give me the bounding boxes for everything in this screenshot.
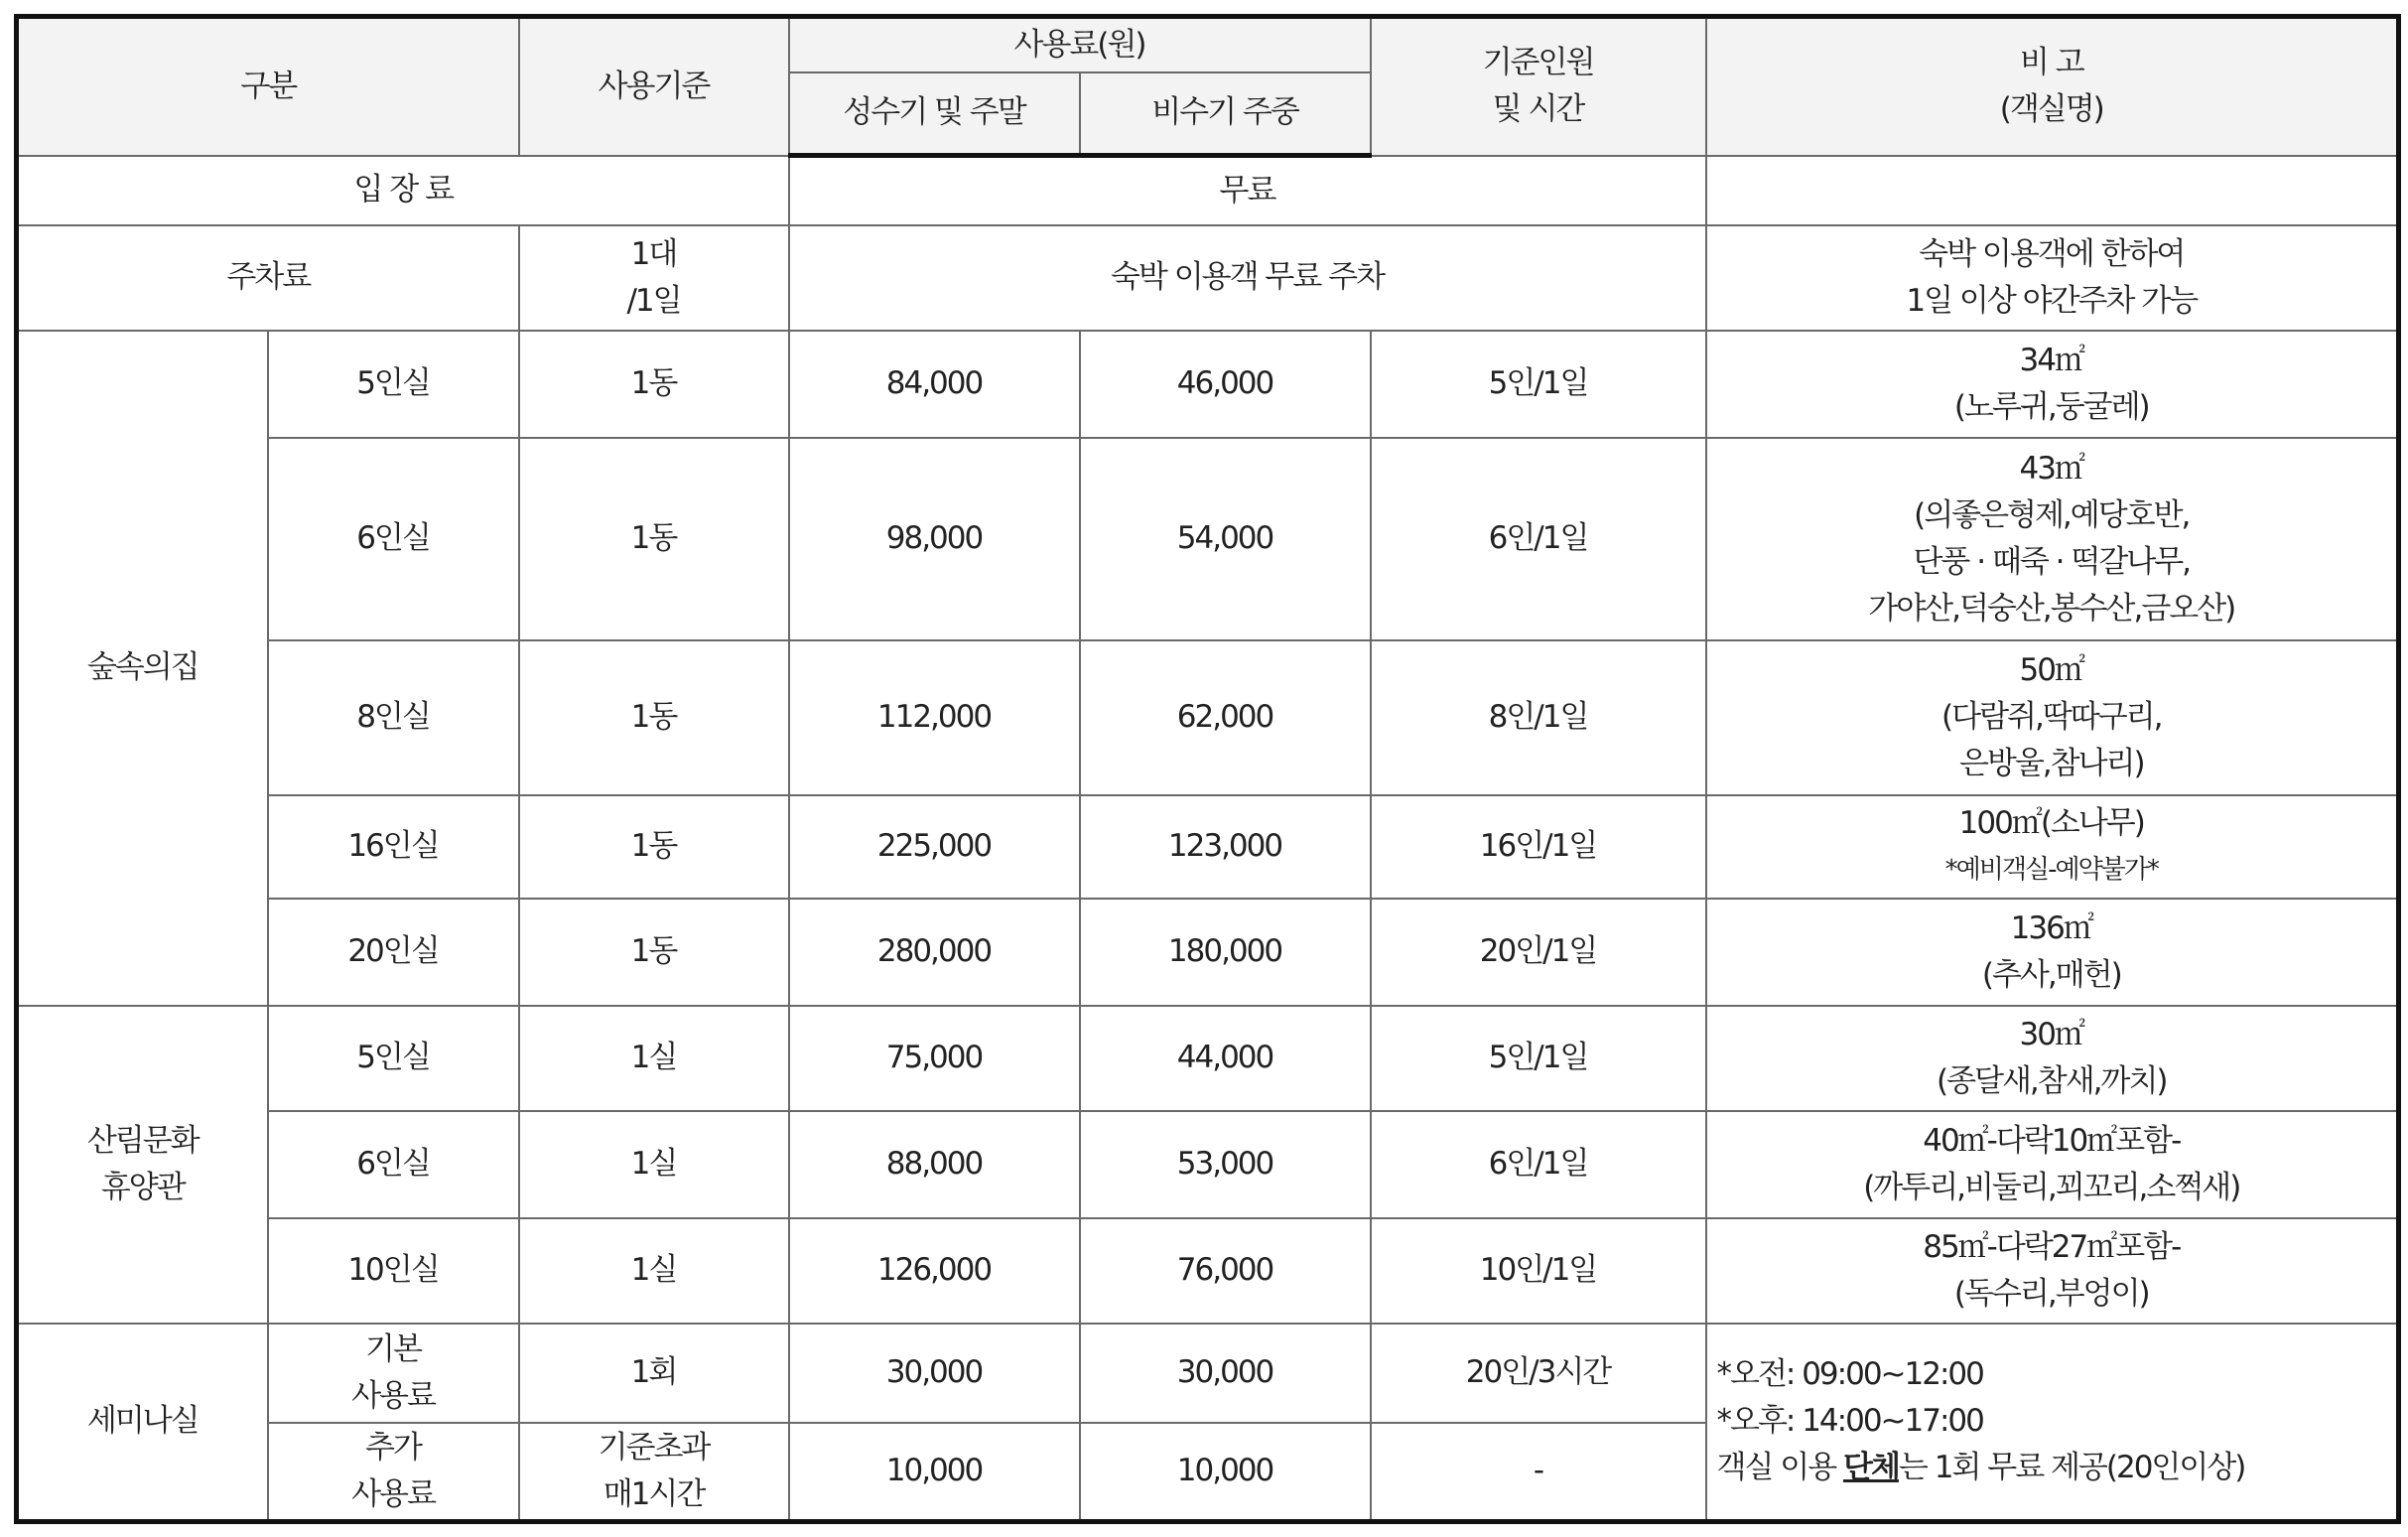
table-row xyxy=(17,1218,2399,1324)
usage-basis: 1동 xyxy=(519,795,789,899)
room-type: 6인실 xyxy=(268,1111,519,1218)
header-note xyxy=(1706,17,2399,156)
usage-basis: 1동 xyxy=(519,331,789,438)
capacity: 6인/1일 xyxy=(1371,438,1706,640)
parking-basis xyxy=(519,225,789,331)
note-line: 40㎡-다락10㎡포함- xyxy=(1923,1122,2181,1159)
offpeak-fee: 30,000 xyxy=(1080,1324,1371,1423)
parking-value: 숙박 이용객 무료 주차 xyxy=(789,225,1706,331)
note-line: 136㎡ xyxy=(2010,909,2092,946)
room-type-line1: 추가 xyxy=(365,1429,421,1466)
table-row xyxy=(17,1111,2399,1218)
usage-basis: 1실 xyxy=(519,1006,789,1111)
usage-basis: 1실 xyxy=(519,1111,789,1218)
header-note-line1: 비 고 xyxy=(2019,45,2083,81)
offpeak-fee: 44,000 xyxy=(1080,1006,1371,1111)
table-row xyxy=(17,640,2399,795)
group-forest: 숲속의집 xyxy=(17,331,268,1006)
parking-note-line2: 1일 이상 야간주차 가능 xyxy=(1906,282,2198,319)
offpeak-fee: 76,000 xyxy=(1080,1218,1371,1324)
room-type-line2: 사용료 xyxy=(351,1475,435,1512)
peak-fee: 225,000 xyxy=(789,795,1080,899)
offpeak-fee: 54,000 xyxy=(1080,438,1371,640)
usage-basis-line1: 기준초과 xyxy=(598,1429,710,1466)
group-culture-line2: 휴양관 xyxy=(100,1169,185,1205)
room-type: 5인실 xyxy=(268,331,519,438)
peak-fee: 280,000 xyxy=(789,899,1080,1006)
offpeak-fee: 10,000 xyxy=(1080,1423,1371,1522)
usage-basis-line2: 매1시간 xyxy=(602,1475,705,1512)
table-row xyxy=(17,438,2399,640)
note-line: 단풍 · 때죽 · 떡갈나무, xyxy=(1913,543,2191,580)
usage-basis: 1동 xyxy=(519,438,789,640)
header-fee: 사용료(원) xyxy=(789,17,1371,72)
table-row xyxy=(17,899,2399,1006)
room-type: 5인실 xyxy=(268,1006,519,1111)
note-line: 34㎡ xyxy=(2019,342,2083,378)
admission-row xyxy=(17,156,2399,225)
peak-fee: 88,000 xyxy=(789,1111,1080,1218)
note-line: (다람쥐,딱따구리, xyxy=(1941,699,2162,735)
offpeak-fee: 53,000 xyxy=(1080,1111,1371,1218)
reserve-room-note: *예비객실-예약불가* xyxy=(1944,854,2158,885)
capacity: 20인/3시간 xyxy=(1371,1324,1706,1423)
usage-basis: 1동 xyxy=(519,899,789,1006)
room-note xyxy=(1706,1111,2399,1218)
note-line: (노루귀,둥굴레) xyxy=(1953,388,2149,425)
usage-basis xyxy=(519,1423,789,1522)
note-line: 100㎡(소나무) xyxy=(1958,804,2144,841)
offpeak-fee: 62,000 xyxy=(1080,640,1371,795)
offpeak-fee: 46,000 xyxy=(1080,331,1371,438)
offpeak-fee: 180,000 xyxy=(1080,899,1371,1006)
group-seminar: 세미나실 xyxy=(17,1324,268,1522)
room-type-line2: 사용료 xyxy=(351,1377,435,1414)
note-line: 50㎡ xyxy=(2019,652,2083,688)
parking-label: 주차료 xyxy=(17,225,519,331)
room-type: 20인실 xyxy=(268,899,519,1006)
note-line: 43㎡ xyxy=(2019,450,2083,487)
note-line: (추사,매헌) xyxy=(1981,956,2121,993)
header-offpeak: 비수기 주중 xyxy=(1080,72,1371,156)
fee-table-container xyxy=(14,14,2396,1524)
usage-basis: 1동 xyxy=(519,640,789,795)
header-usage-basis: 사용기준 xyxy=(519,17,789,156)
header-gubun: 구분 xyxy=(17,17,519,156)
note-line: (까투리,비둘리,꾀꼬리,소쩍새) xyxy=(1863,1169,2240,1205)
note-line: (종달새,참새,까치) xyxy=(1937,1062,2167,1099)
note-line: 85㎡-다락27㎡포함- xyxy=(1923,1228,2181,1265)
room-note xyxy=(1706,1006,2399,1111)
room-type: 16인실 xyxy=(268,795,519,899)
usage-basis: 1실 xyxy=(519,1218,789,1324)
room-type: 6인실 xyxy=(268,438,519,640)
capacity: 20인/1일 xyxy=(1371,899,1706,1006)
seminar-note-free xyxy=(1717,1445,2391,1491)
room-note xyxy=(1706,331,2399,438)
capacity: 6인/1일 xyxy=(1371,1111,1706,1218)
note-line: 30㎡ xyxy=(2019,1016,2083,1052)
peak-fee: 112,000 xyxy=(789,640,1080,795)
parking-basis-line1: 1대 xyxy=(630,235,677,272)
seminar-note-pm: *오후: 14:00~17:00 xyxy=(1716,1403,1983,1440)
note-line: 은방울,참나리) xyxy=(1958,746,2144,781)
header-capacity-line1: 기준인원 xyxy=(1482,45,1594,81)
room-type xyxy=(268,1324,519,1423)
capacity: - xyxy=(1371,1423,1706,1522)
room-type xyxy=(268,1423,519,1522)
room-note xyxy=(1706,899,2399,1006)
table-row xyxy=(17,795,2399,899)
capacity: 5인/1일 xyxy=(1371,331,1706,438)
capacity: 16인/1일 xyxy=(1371,795,1706,899)
room-type: 10인실 xyxy=(268,1218,519,1324)
room-type-line1: 기본 xyxy=(365,1330,421,1367)
note-line: (독수리,부엉이) xyxy=(1953,1275,2149,1312)
usage-basis: 1회 xyxy=(519,1324,789,1423)
note-line: (의좋은형제,예당호반, xyxy=(1914,496,2190,533)
group-culture-line1: 산림문화 xyxy=(86,1122,199,1159)
peak-fee: 75,000 xyxy=(789,1006,1080,1111)
admission-note xyxy=(1706,156,2399,225)
admission-label: 입 장 료 xyxy=(17,156,789,225)
header-note-line2: (객실명) xyxy=(1999,91,2103,128)
room-note xyxy=(1706,640,2399,795)
admission-value: 무료 xyxy=(789,156,1706,225)
note-line: 가야산,덕숭산,봉수산,금오산) xyxy=(1868,590,2235,627)
seminar-note-free-pre: 객실 이용 xyxy=(1716,1450,1844,1486)
seminar-note-am: *오전: 09:00~12:00 xyxy=(1716,1356,1983,1393)
parking-note xyxy=(1706,225,2399,331)
seminar-note-group-emphasis: 단체 xyxy=(1843,1450,1899,1486)
capacity: 5인/1일 xyxy=(1371,1006,1706,1111)
header-capacity-line2: 및 시간 xyxy=(1492,91,1584,128)
table-row xyxy=(17,1324,2399,1423)
peak-fee: 126,000 xyxy=(789,1218,1080,1324)
capacity: 10인/1일 xyxy=(1371,1218,1706,1324)
header-peak: 성수기 및 주말 xyxy=(789,72,1080,156)
room-note xyxy=(1706,795,2399,899)
offpeak-fee: 123,000 xyxy=(1080,795,1371,899)
parking-row xyxy=(17,225,2399,331)
capacity: 8인/1일 xyxy=(1371,640,1706,795)
fee-table xyxy=(14,14,2401,1524)
peak-fee: 84,000 xyxy=(789,331,1080,438)
parking-note-line1: 숙박 이용객에 한하여 xyxy=(1919,235,2185,272)
room-note xyxy=(1706,1218,2399,1324)
room-type: 8인실 xyxy=(268,640,519,795)
seminar-note-free-post: 는 1회 무료 제공(20인이상) xyxy=(1898,1450,2245,1486)
peak-fee: 30,000 xyxy=(789,1324,1080,1423)
header-capacity xyxy=(1371,17,1706,156)
peak-fee: 98,000 xyxy=(789,438,1080,640)
table-row xyxy=(17,331,2399,438)
group-culture xyxy=(17,1006,268,1324)
room-note xyxy=(1706,438,2399,640)
peak-fee: 10,000 xyxy=(789,1423,1080,1522)
seminar-note xyxy=(1706,1324,2399,1522)
table-row xyxy=(17,1006,2399,1111)
parking-basis-line2: /1일 xyxy=(626,282,681,319)
